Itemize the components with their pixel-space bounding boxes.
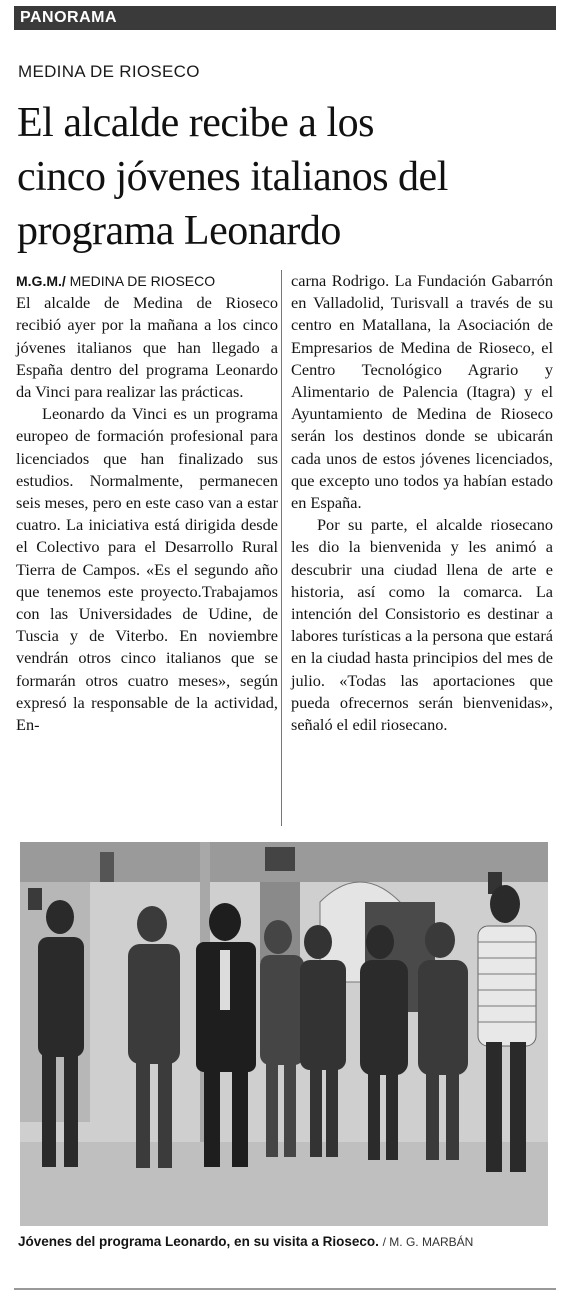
section-header: PANORAMA [14,6,556,30]
byline [16,270,278,292]
byline-location: MEDINA DE RIOSECO [69,273,216,289]
headline-line: cinco jóvenes italianos del [17,154,448,200]
body-paragraph: Por su parte, el alcalde riosecano les dio la bienvenida y les animó a descubrir una ciudad llena de arte e historia, así como la comarca. La intención del Consistorio es destinar a labores turísticas a la persona que estará en la ciudad hasta principios del mes de julio. «Todas las aportaciones que pueda ofrecernos serán bienvenidas», señaló el edil riosecano. [291,515,553,735]
byline-author: M.G.M./ [16,273,66,289]
headline-line: programa Leonardo [17,208,341,254]
body-paragraph: El alcalde de Medina de Rioseco recibió ayer por la mañana a los cinco jóvenes italianos que han llegado a España dentro del programa Leonardo da Vinci para realizar las prácticas. [16,293,278,402]
caption-credit: / M. G. MARBÁN [382,1235,474,1249]
headline-line: El alcalde recibe a los [17,100,374,146]
bottom-rule [14,1288,556,1290]
column-divider [281,270,282,826]
body-column-left [16,270,278,736]
body-paragraph: Leonardo da Vinci es un programa europeo de formación profesional para licenciados que han finalizado sus estudios. Normalmente, permanecen seis meses, pero en este caso van a estar cuatro. La iniciativa está dirigida desde el Colectivo para el Desarrollo Rural Tierra de Campos. «Es el segundo año que tenemos este proyecto.Trabajamos con las Universidades de Udine, de Tuscia y de Viterbo. En noviembre vendrán otros cinco italianos que se formarán otros cuatro meses», según expresó la responsable de la actividad, En- [16,404,278,735]
group-photo [20,842,548,1226]
body-paragraph: carna Rodrigo. La Fundación Gabarrón en Valladolid, Turisvall a través de su centro en Matallana, la Asociación de Empresarios de Medina de Rioseco, el Centro Tecnológico Agrario y Alimentario de Palencia (Itagra) y el Ayuntamiento de Medina de Rioseco serán los destinos donde se ubicarán cada unos de estos jóvenes licenciados, que excepto uno todos ya habían estado en España. [291,271,553,513]
body-column-right [291,270,553,736]
headline [17,96,557,258]
kicker: MEDINA DE RIOSECO [18,62,200,81]
caption-text: Jóvenes del programa Leonardo, en su visita a Rioseco. [18,1234,379,1249]
photo-caption [18,1234,558,1249]
